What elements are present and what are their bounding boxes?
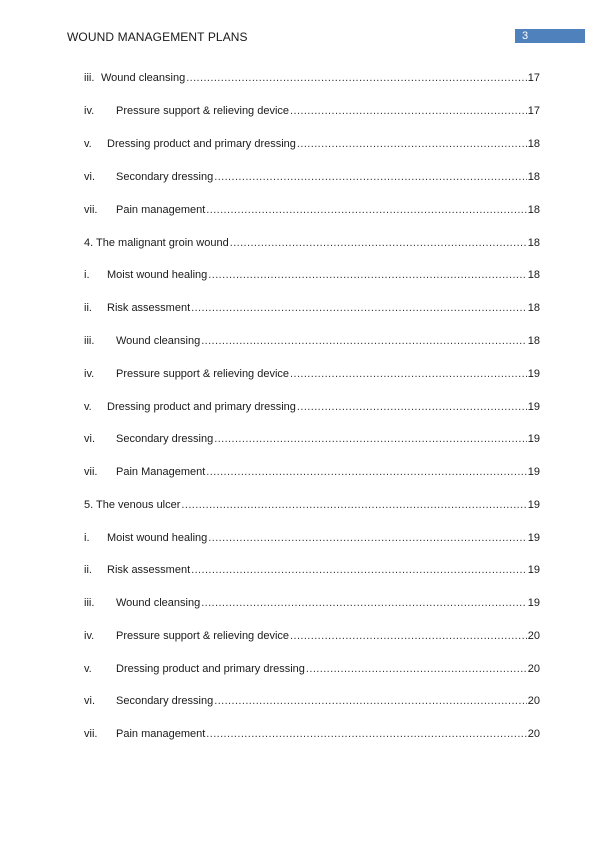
toc-entry-page: 18	[527, 335, 540, 347]
toc-entry-number: iv.	[84, 630, 95, 642]
toc-entry[interactable]	[84, 497, 540, 512]
toc-entry-label: Dressing product and primary dressing	[107, 138, 296, 150]
toc-entry-number: i.	[84, 269, 90, 281]
toc-leader-dots	[206, 466, 526, 479]
toc-entry-label: Pressure support & relieving device	[116, 368, 290, 380]
toc-entry[interactable]	[84, 726, 540, 741]
toc-entry-number: iii.	[84, 597, 95, 609]
toc-entry-label: Secondary dressing	[116, 433, 214, 445]
toc-entry-number: vi.	[84, 695, 95, 707]
toc-leader-dots	[214, 695, 527, 708]
toc-entry[interactable]	[84, 70, 540, 85]
toc-leader-dots	[191, 564, 527, 577]
toc-entry-page: 20	[527, 728, 540, 740]
toc-entry[interactable]	[84, 628, 540, 643]
toc-entry-page: 18	[527, 204, 540, 216]
toc-entry-page: 18	[527, 237, 540, 249]
toc-entry-page: 19	[527, 466, 540, 478]
toc-entry[interactable]	[84, 202, 540, 217]
toc-entry-label: Dressing product and primary dressing	[116, 663, 305, 675]
toc-entry-number: ii.	[84, 302, 92, 314]
toc-entry-page: 20	[527, 695, 540, 707]
toc-entry-number: vii.	[84, 466, 98, 478]
toc-entry-label: Wound cleansing	[116, 335, 201, 347]
toc-entry-label: Moist wound healing	[107, 532, 208, 544]
toc-entry-number: iii.	[84, 72, 95, 84]
toc-entry-page: 18	[527, 269, 540, 281]
toc-leader-dots	[290, 368, 527, 381]
toc-entry-number: vi.	[84, 171, 95, 183]
toc-entry[interactable]	[84, 267, 540, 282]
toc-entry-page: 19	[527, 499, 540, 511]
toc-leader-dots	[181, 499, 526, 512]
running-header: WOUND MANAGEMENT PLANS	[67, 30, 248, 44]
toc-entry-label: Pressure support & relieving device	[116, 630, 290, 642]
toc-entry-page: 20	[527, 663, 540, 675]
toc-entry-label: Dressing product and primary dressing	[107, 401, 296, 413]
toc-leader-dots	[214, 171, 527, 184]
toc-leader-dots	[290, 105, 527, 118]
toc-leader-dots	[208, 532, 526, 545]
toc-leader-dots	[191, 302, 527, 315]
toc-entry-number: iv.	[84, 368, 95, 380]
toc-leader-dots	[206, 204, 526, 217]
toc-entry[interactable]	[84, 169, 540, 184]
toc-entry[interactable]	[84, 595, 540, 610]
toc-entry[interactable]	[84, 136, 540, 151]
toc-entry-label: Wound cleansing	[116, 597, 201, 609]
toc-entry-page: 17	[527, 72, 540, 84]
toc-entry[interactable]	[84, 464, 540, 479]
toc-entry-page: 19	[527, 597, 540, 609]
toc-entry-label: Secondary dressing	[116, 171, 214, 183]
toc-entry-page: 19	[527, 368, 540, 380]
toc-entry-page: 18	[527, 302, 540, 314]
toc-entry[interactable]	[84, 235, 540, 250]
toc-entry-number: v.	[84, 138, 92, 150]
toc-leader-dots	[206, 728, 526, 741]
toc-entry-number: v.	[84, 663, 92, 675]
toc-entry[interactable]	[84, 530, 540, 545]
toc-entry-label: Moist wound healing	[107, 269, 208, 281]
toc-leader-dots	[297, 401, 527, 414]
toc-entry-page: 19	[527, 433, 540, 445]
toc-entry-number: ii.	[84, 564, 92, 576]
toc-leader-dots	[214, 433, 527, 446]
toc-leader-dots	[290, 630, 527, 643]
toc-entry-label: 4. The malignant groin wound	[84, 237, 229, 249]
page-number-box	[515, 29, 585, 43]
toc-entry-page: 17	[527, 105, 540, 117]
page-number: 3	[522, 30, 529, 42]
toc-entry-page: 18	[527, 138, 540, 150]
toc-entry[interactable]	[84, 300, 540, 315]
toc-entry[interactable]	[84, 562, 540, 577]
toc-entry-label: Secondary dressing	[116, 695, 214, 707]
toc-entry[interactable]	[84, 333, 540, 348]
toc-entry[interactable]	[84, 661, 540, 676]
toc-leader-dots	[201, 335, 527, 348]
toc-entry-number: v.	[84, 401, 92, 413]
toc-leader-dots	[208, 269, 526, 282]
toc-entry-label: Pressure support & relieving device	[116, 105, 290, 117]
toc-entry-page: 19	[527, 564, 540, 576]
toc-entry-page: 19	[527, 532, 540, 544]
toc-entry-page: 20	[527, 630, 540, 642]
toc-entry-number: vi.	[84, 433, 95, 445]
toc-entry-number: iv.	[84, 105, 95, 117]
toc-leader-dots	[201, 597, 527, 610]
toc-entry-page: 18	[527, 171, 540, 183]
toc-entry-label: 5. The venous ulcer	[84, 499, 181, 511]
toc-entry[interactable]	[84, 431, 540, 446]
toc-entry[interactable]	[84, 366, 540, 381]
toc-leader-dots	[306, 663, 527, 676]
toc-entry-number: i.	[84, 532, 90, 544]
toc-leader-dots	[230, 237, 527, 250]
toc-entry-label: Wound cleansing	[101, 72, 186, 84]
toc-entry-page: 19	[527, 401, 540, 413]
toc-entry-number: iii.	[84, 335, 95, 347]
toc-leader-dots	[297, 138, 527, 151]
toc-entry-label: Pain management	[116, 204, 206, 216]
toc-entry-label: Risk assessment	[107, 564, 191, 576]
toc-entry-label: Pain Management	[116, 466, 206, 478]
toc-entry-number: vii.	[84, 204, 98, 216]
toc-entry-label: Pain management	[116, 728, 206, 740]
toc-entry[interactable]	[84, 103, 540, 118]
toc-entry[interactable]	[84, 693, 540, 708]
toc-leader-dots	[186, 72, 527, 85]
toc-entry-number: vii.	[84, 728, 98, 740]
toc-entry-label: Risk assessment	[107, 302, 191, 314]
toc-entry[interactable]	[84, 399, 540, 414]
